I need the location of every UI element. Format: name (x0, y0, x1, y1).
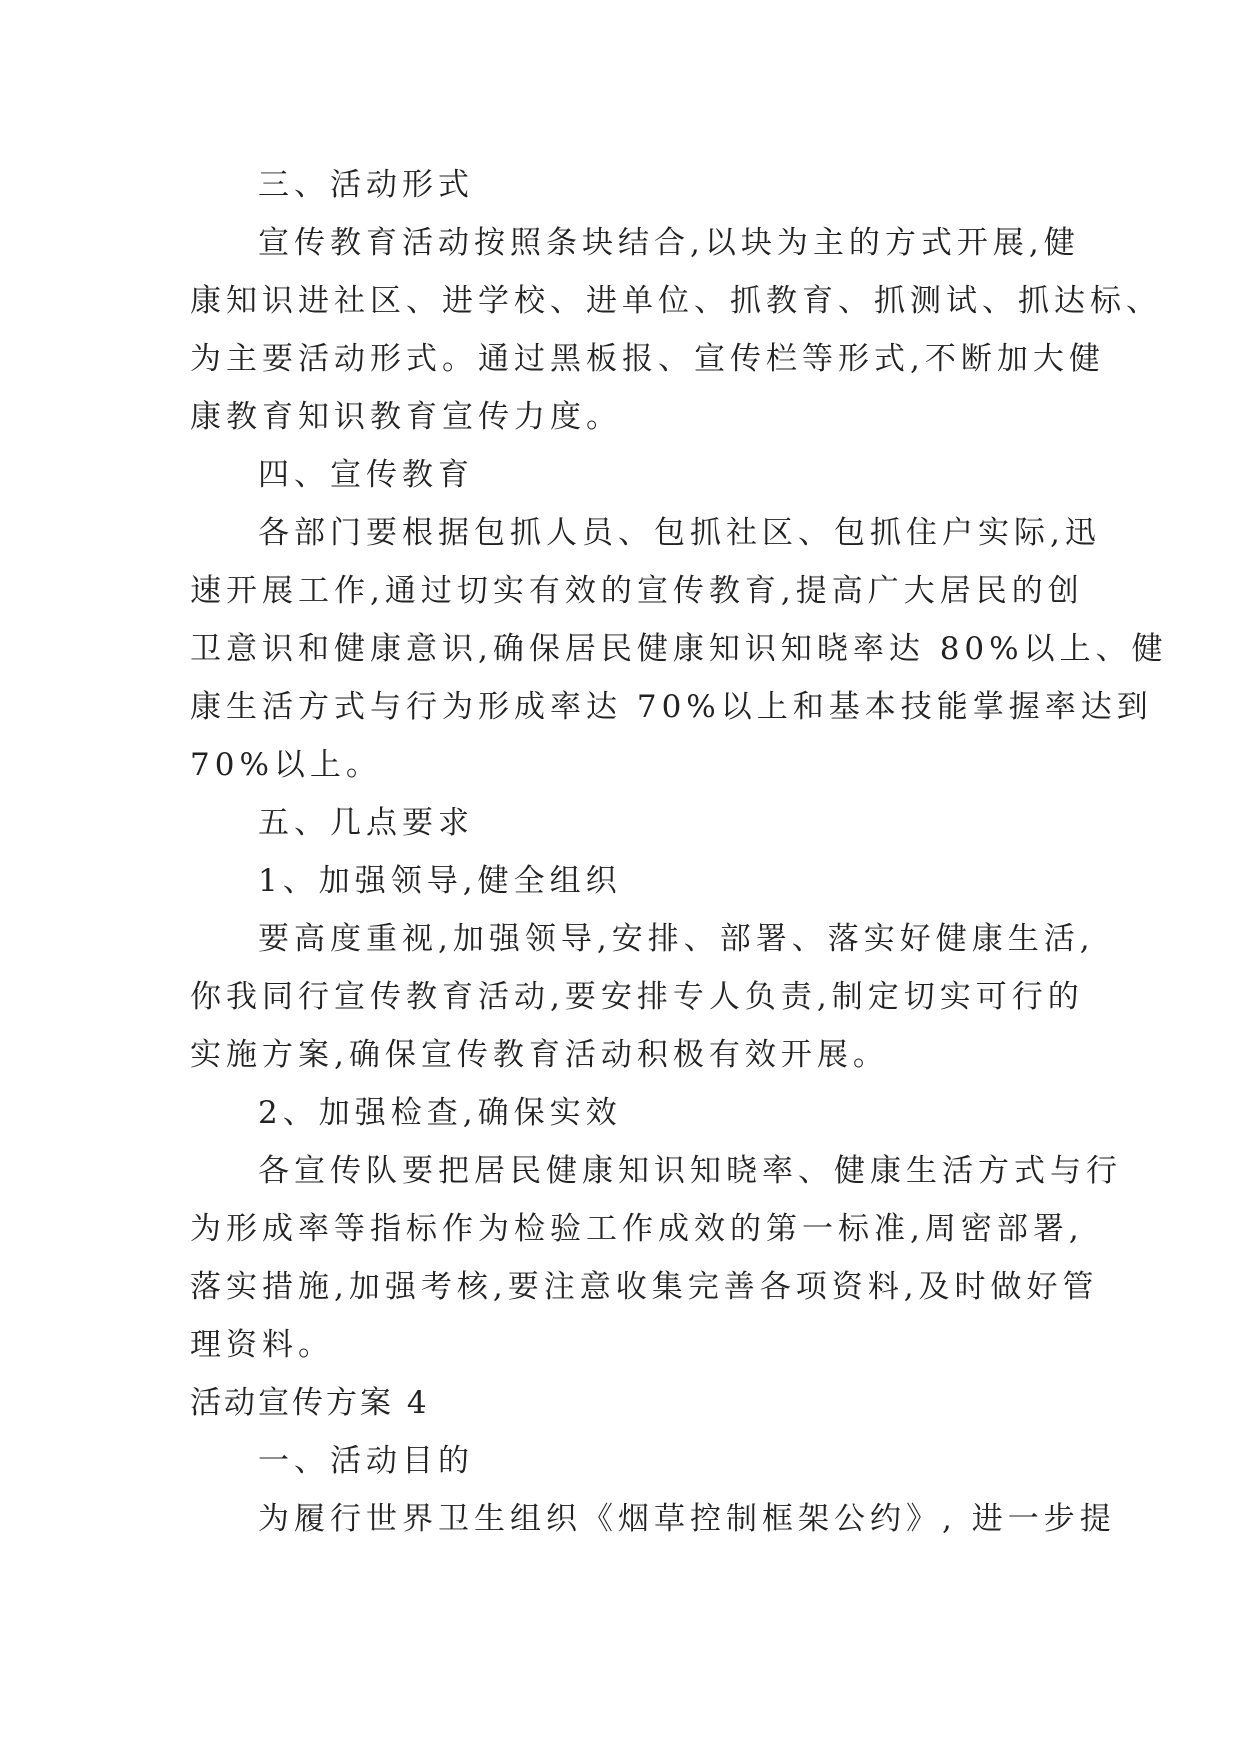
paragraph-line: 为形成率等指标作为检验工作成效的第一标准,周密部署, (190, 1211, 1084, 1247)
paragraph-line: 要高度重视,加强领导,安排、部署、落实好健康生活, (258, 921, 1095, 957)
section-heading-activity-form: 三、活动形式 (258, 167, 474, 203)
paragraph-line: 速开展工作,通过切实有效的宣传教育,提高广大居民的创 (190, 573, 1084, 609)
paragraph-line: 为主要活动形式。通过黑板报、宣传栏等形式,不断加大健 (190, 341, 1105, 377)
section-heading-publicity-education: 四、宣传教育 (258, 457, 474, 493)
section-heading-requirements: 五、几点要求 (258, 805, 474, 841)
paragraph-line: 你我同行宣传教育活动,要安排专人负责,制定切实可行的 (190, 979, 1084, 1015)
subheading-inspection: 2、加强检查,确保实效 (258, 1095, 622, 1131)
paragraph-line: 理资料。 (190, 1327, 334, 1363)
paragraph-line: 各部门要根据包抓人员、包抓社区、包抓住户实际,迅 (258, 515, 1101, 551)
paragraph-line: 落实措施,加强考核,要注意收集完善各项资料,及时做好管 (190, 1269, 1099, 1305)
paragraph-line: 70%以上。 (190, 747, 382, 783)
subheading-leadership: 1、加强领导,健全组织 (258, 863, 622, 899)
paragraph-line: 宣传教育活动按照条块结合,以块为主的方式开展,健 (258, 225, 1080, 261)
paragraph-line: 康教育知识教育宣传力度。 (190, 399, 622, 435)
paragraph-line: 康生活方式与行为形成率达 70%以上和基本技能掌握率达到 (190, 689, 1153, 725)
paragraph-line: 为履行世界卫生组织《烟草控制框架公约》, 进一步提 (258, 1501, 1116, 1537)
paragraph-line: 卫意识和健康意识,确保居民健康知识知晓率达 80%以上、健 (190, 631, 1168, 667)
paragraph-line: 康知识进社区、进学校、进单位、抓教育、抓测试、抓达标、 (190, 283, 1162, 319)
section-heading-purpose: 一、活动目的 (258, 1443, 474, 1479)
paragraph-line: 实施方案,确保宣传教育活动积极有效开展。 (190, 1037, 889, 1073)
document-title-plan-4: 活动宣传方案 4 (190, 1385, 430, 1421)
paragraph-line: 各宣传队要把居民健康知识知晓率、健康生活方式与行 (258, 1153, 1122, 1189)
